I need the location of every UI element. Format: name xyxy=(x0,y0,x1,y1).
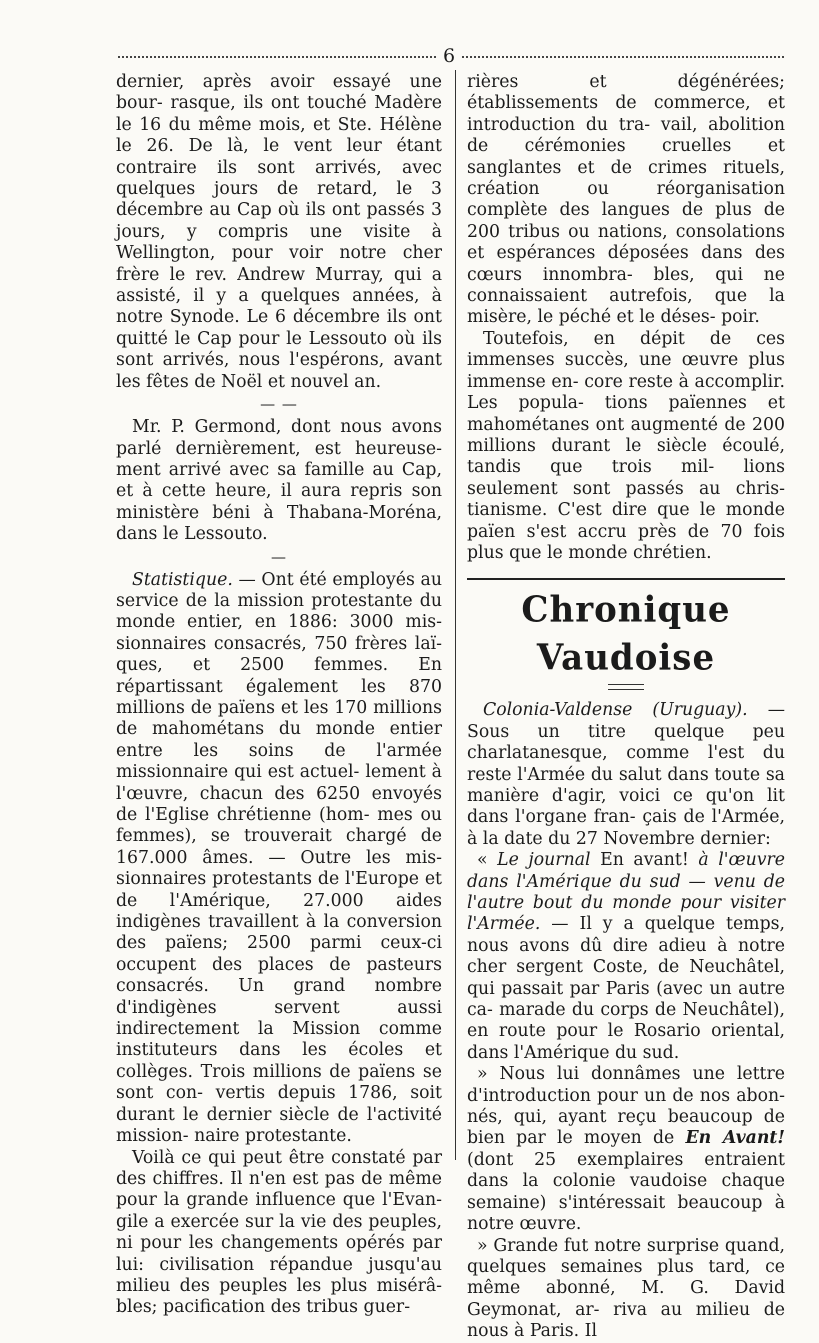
paragraph-colonia: Colonia-Valdense (Uruguay). — Sous un titre quelque peu charlatanesque, comme l'est du reste l'Armée du salut dans toute sa manière d'agir, voici ce qu'on lit dans l'organe fran- çais de l'Armée, à la date du 27 Novembre dernier: xyxy=(467,700,785,849)
paragraph-continuation: rières et dégénérées; établissements de commerce, et introduction du tra- vail, abolition de cérémonies cruelles et sanglantes et de crimes rituels, création ou réorganisation complète des langues de plus de 200 tribus ou nations, consolations et espérances déposées dans des cœurs innombra- bles, qui ne connaissaient autrefois, que la misère, le péché et le déses- poir. xyxy=(467,72,786,328)
page-number: 6 xyxy=(442,45,456,67)
colonia-label: Colonia-Valdense (Uruguay). xyxy=(483,700,748,721)
right-column xyxy=(467,72,785,1343)
paragraph-voyage: dernier, après avoir essayé une bour- rasque, ils ont touché Madère le 16 du même mois, et Ste. Hélène le 26. De là, le vent leur étant contraire ils sont arrivés, avec quelques jours de retard, le 3 décembre au Cap où ils ont passés 3 jours, y compris une visite à Wellington, pour voir notre cher frère le rev. Andrew Murray, qui a assisté, il y a quelques années, à notre Synode. Le 6 décembre ils ont quitté le Cap pour le Lessouto où ils sont arrivés, nous l'espérons, avant les fêtes de Noël et nouvel an. xyxy=(116,72,443,392)
statistique-label: Statistique. xyxy=(132,569,233,590)
header-dotted-rule-right xyxy=(462,56,784,58)
quote-paragraph-1: « Le journal En avant! à l'œuvre dans l'Amérique du sud — venu de l'autre bout du monde pour visiter l'Armée. — Il y a quelque temps, nous avons dû dire adieu à notre cher sergent Coste, de Neuchâtel, qui passait par Paris (avec un autre ca- marade du corps de Neuchâtel), en route pour le Rosario oriental, dans l'Amérique du sud. xyxy=(467,850,786,1063)
separator: — — xyxy=(260,395,298,414)
en-avant-title: En Avant! xyxy=(685,1128,785,1149)
paragraph-statistique: Statistique. — Ont été employés au service de la mission protestante du monde entier, en 1886: 3000 mis- sionnaires consacrés, 750 frères laï- ques, et 2500 femmes. En répartissant également les 870 millions de païens et les 170 millions de mahométans du monde entier entre les soins de l'armée missionnaire qui est actuel- lement à l'œuvre, chacun des 6250 envoyés de l'Eglise chrétienne (hom- mes ou femmes), se trouverait chargé de 167.000 âmes. — Outre les mis- sionnaires protestants de l'Europe et de l'Amérique, 27.000 aides indigènes travaillent à la conversion des païens; 2500 parmi ceux-ci occupent des places de pasteurs consacrés. Un grand nombre d'indigènes servent aussi indirectement la Mission comme instituteurs dans les écoles et collèges. Trois millions de païens se sont con- vertis depuis 1786, soit durant le dernier siècle de l'activité mission- naire protestante. xyxy=(116,569,443,1147)
paragraph-voila: Voilà ce qui peut être constaté par des chiffres. Il n'en est pas de même pour la grande influence que l'Evan- gile a exercée sur la vie des peuples, ni pour les changements opérés par lui: civilisation répandue jusqu'au milieu des peuples les plus misérâ- bles; pacification des tribus guer- xyxy=(116,1147,442,1318)
paragraph-germond: Mr. P. Germond, dont nous avons parlé dernièrement, est heureuse- ment arrivé avec sa famille au Cap, et à cette heure, il aura repris son ministère béni à Thabana-Moréna, dans le Lessouto. xyxy=(116,417,442,545)
paragraph-toutefois: Toutefois, en dépit de ces immenses succès, une œuvre plus immense en- core reste à accomplir. Les popula- tions païennes et mahométanes ont augmenté de 200 millions durant le siècle écoulé, tandis que trois mil- lions seulement sont passés au chris- tianisme. C'est dire que le monde païen s'est accru près de 70 fois plus que le monde chrétien. xyxy=(467,328,786,563)
section-rule xyxy=(467,578,785,580)
column-divider xyxy=(455,70,456,1160)
title-double-rule xyxy=(608,684,644,690)
quote-paragraph-2: » Nous lui donnâmes une lettre d'introduction pour un de nos abon- nés, qui, ayant reçu beaucoup de bien par le moyen de En Avant! (dont 25 exemplaires entraient dans la colonie vaudoise chaque semaine) s'intéressait beaucoup à notre œuvre. xyxy=(467,1064,785,1235)
separator: — xyxy=(271,547,287,566)
header-dotted-rule-left xyxy=(118,56,436,58)
quote-paragraph-3: » Grande fut notre surprise quand, quelques semaines plus tard, ce même abonné, M. G. David Geymonat, ar- riva au milieu de nous à Paris. Il xyxy=(467,1235,786,1342)
left-column xyxy=(116,72,442,1319)
page-header xyxy=(0,44,819,68)
section-title: Chronique Vaudoise xyxy=(521,589,731,680)
